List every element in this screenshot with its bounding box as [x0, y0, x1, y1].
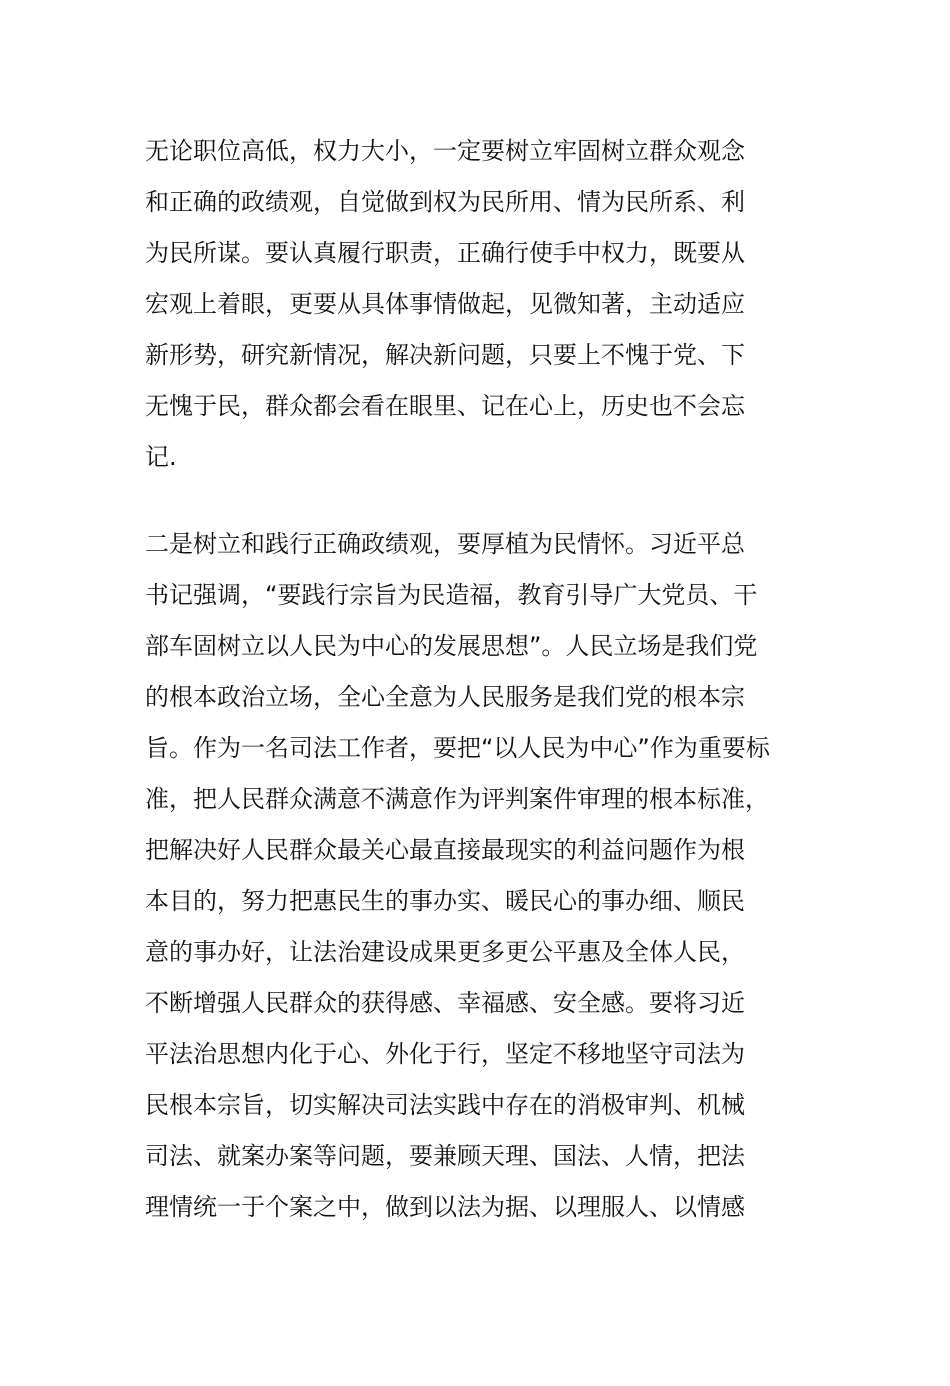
text-line: 书记强调，“要践行宗旨为民造福，教育引导广大党员、干	[145, 581, 758, 609]
paragraph-gap	[145, 483, 810, 519]
document-body	[145, 126, 810, 1386]
text-line	[145, 1284, 810, 1335]
text-line: 记.	[145, 443, 177, 471]
text-line: 无愧于民，群众都会看在眼里、记在心上，历史也不会忘	[145, 392, 745, 420]
text-line: 不断增强人民群众的获得感、幸福感、安全感。要将习近	[145, 989, 745, 1017]
text-line: 旨。作为一名司法工作者，要把“以人民为中心”作为重要标	[145, 734, 770, 762]
text-line: 本目的，努力把惠民生的事办实、暖民心的事办细、顺民	[145, 887, 745, 915]
text-line: 新形势，研究新情况，解决新问题，只要上不愧于党、下	[145, 341, 745, 369]
text-line: 平法治思想内化于心、外化于行，坚定不移地坚守司法为	[145, 1040, 745, 1068]
text-line: 把解决好人民群众最关心最直接最现实的利益问题作为根	[145, 836, 745, 864]
text-line	[145, 1335, 810, 1386]
text-line: 部车固树立以人民为中心的发展思想”。人民立场是我们党	[145, 632, 758, 660]
text-line: 二是树立和践行正确政绩观，要厚植为民情怀。习近平总	[145, 530, 745, 558]
text-line	[145, 1233, 810, 1284]
text-line: 为民所谋。要认真履行职责，正确行使手中权力，既要从	[145, 239, 745, 267]
paragraph	[145, 126, 810, 483]
text-line: 意的事办好，让法治建设成果更多更公平惠及全体人民，	[145, 938, 745, 966]
text-line: 司法、就案办案等问题，要兼顾天理、国法、人情，把法	[145, 1142, 745, 1170]
text-line: 理情统一于个案之中，做到以法为据、以理服人、以情感	[145, 1193, 745, 1221]
paragraph	[145, 519, 810, 1386]
text-line: 无论职位高低，权力大小，一定要树立牢固树立群众观念	[145, 137, 745, 165]
text-line: 民根本宗旨，切实解决司法实践中存在的消极审判、机械	[145, 1091, 745, 1119]
text-line: 和正确的政绩观，自觉做到权为民所用、情为民所系、利	[145, 188, 745, 216]
text-line: 准，把人民群众满意不满意作为评判案件审理的根本标准，	[145, 785, 769, 813]
text-line: 宏观上着眼，更要从具体事情做起，见微知著，主动适应	[145, 290, 745, 318]
text-line: 的根本政治立场，全心全意为人民服务是我们党的根本宗	[145, 683, 745, 711]
